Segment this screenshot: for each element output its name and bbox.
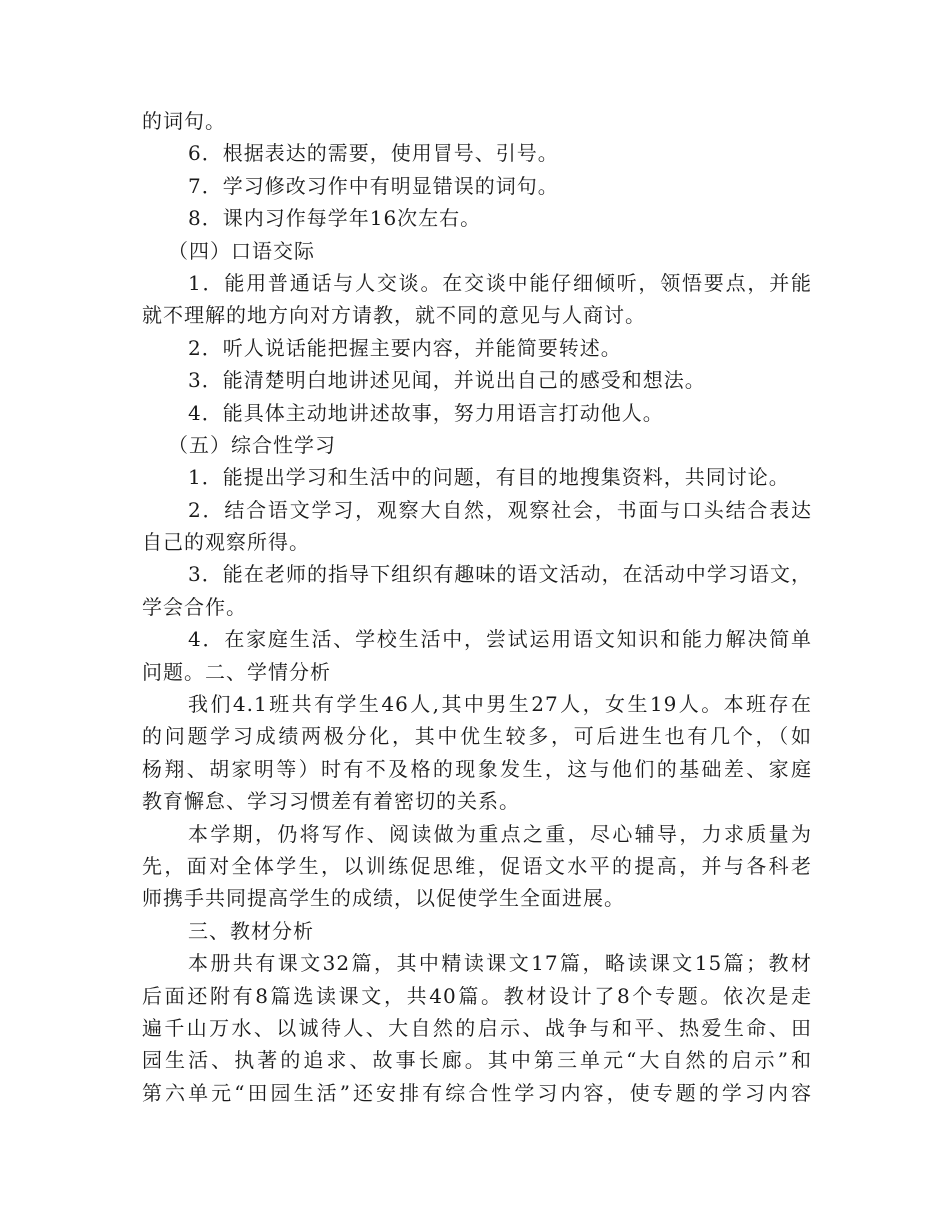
text-line: 4．在家庭生活、学校生活中，尝试运用语文知识和能力解决简单 [188, 627, 812, 652]
text-line: 的问题学习成绩两极分化，其中优生较多，可后进生也有几个，（如 [142, 724, 812, 749]
section-heading: 三、教材分析 [188, 918, 314, 943]
text-line: 先，面对全体学生，以训练促思维，促语文水平的提高，并与各科老 [142, 853, 812, 878]
text-line: 学会合作。 [142, 594, 247, 619]
section-heading: （五）综合性学习 [168, 432, 336, 457]
text-line: 本学期，仍将写作、阅读做为重点之重，尽心辅导，力求质量为 [188, 821, 812, 846]
text-line: 遍千山万水、以诚待人、大自然的启示、战争与和平、热爱生命、田 [142, 1015, 812, 1040]
text-line: 园生活、执著的追求、故事长廊。其中第三单元“大自然的启示”和 [142, 1048, 812, 1073]
text-line: 第六单元“田园生活”还安排有综合性学习内容，使专题的学习内容 [142, 1080, 812, 1105]
text-line: 6．根据表达的需要，使用冒号、引号。 [188, 141, 559, 166]
text-line: 本册共有课文32篇，其中精读课文17篇，略读课文15篇；教材 [188, 951, 812, 976]
section-heading: （四）口语交际 [168, 238, 315, 263]
text-line: 2．结合语文学习，观察大自然，观察社会，书面与口头结合表达 [188, 497, 812, 522]
text-line: 问题。二、学情分析 [142, 659, 331, 684]
text-line: 的词句。 [142, 109, 226, 133]
text-line: 杨翔、胡家明等）时有不及格的现象发生，这与他们的基础差、家庭 [142, 756, 812, 781]
text-line: 教育懈怠、学习习惯差有着密切的关系。 [142, 789, 520, 814]
text-line: 8．课内习作每学年16次左右。 [188, 206, 482, 231]
text-line: 2．听人说话能把握主要内容，并能简要转述。 [188, 335, 622, 360]
text-line: 自己的观察所得。 [142, 530, 310, 555]
document-body [142, 105, 812, 1109]
text-line: 后面还附有8篇选读课文，共40篇。教材设计了8个专题。依次是走 [142, 983, 812, 1008]
text-line: 1．能用普通话与人交谈。在交谈中能仔细倾听，领悟要点，并能 [188, 270, 812, 295]
text-line: 3．能在老师的指导下组织有趣味的语文活动，在活动中学习语文， [188, 562, 812, 587]
text-line: 我们4.1班共有学生46人,其中男生27人，女生19人。本班存在 [188, 692, 812, 717]
text-line: 师携手共同提高学生的成绩，以促使学生全面进展。 [142, 886, 625, 911]
text-line: 1．能提出学习和生活中的问题，有目的地搜集资料，共同讨论。 [188, 465, 790, 490]
text-line: 3．能清楚明白地讲述见闻，并说出自己的感受和想法。 [188, 368, 706, 393]
text-line: 7．学习修改习作中有明显错误的词句。 [188, 173, 559, 198]
text-line: 就不理解的地方向对方请教，就不同的意见与人商讨。 [142, 303, 646, 328]
text-line: 4．能具体主动地讲述故事，努力用语言打动他人。 [188, 400, 664, 425]
